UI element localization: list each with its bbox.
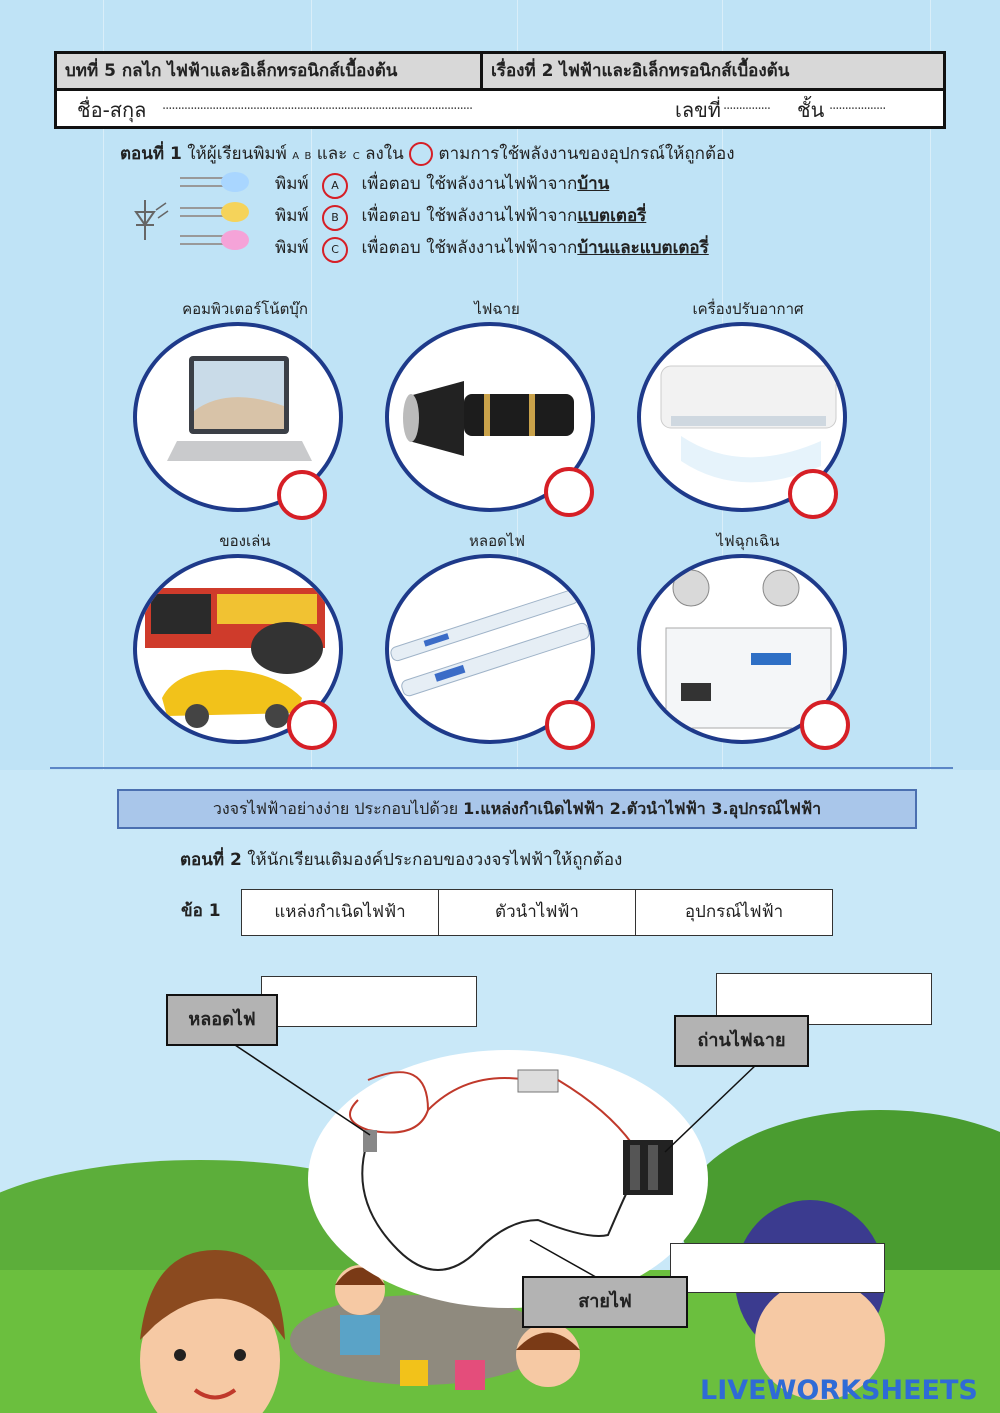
topic-title: เรื่องที่ 2 ไฟฟ้าและอิเล็กทรอนิกส์เบื้องต้น	[491, 61, 790, 81]
instruction-and: และ	[316, 144, 348, 164]
choice-source[interactable]: แหล่งกำเนิดไฟฟ้า	[242, 890, 439, 935]
answer-box-bulb[interactable]	[261, 976, 477, 1027]
name-dots: ...................................................................................................	[162, 98, 473, 113]
part1-title: ตอนที่ 1	[120, 144, 182, 164]
legend-type: พิมพ์	[275, 238, 309, 258]
option-a-text: A	[292, 151, 300, 162]
item-label-light-tube: หลอดไฟ	[469, 532, 525, 550]
legend-text: เพื่อตอบ ใช้พลังงานไฟฟ้าจาก	[361, 238, 578, 258]
legend-letter-c: C	[322, 237, 348, 263]
legend-text: เพื่อตอบ ใช้พลังงานไฟฟ้าจาก	[361, 174, 578, 194]
item-label-toy: ของเล่น	[219, 532, 271, 550]
option-c-text: C	[352, 151, 360, 162]
part2-instruction-text: ให้นักเรียนเติมองค์ประกอบของวงจรไฟฟ้าให้ถูกต้อง	[247, 850, 623, 870]
number-dots: ...............	[723, 98, 770, 113]
item-label-flashlight: ไฟฉาย	[474, 300, 520, 318]
number-label: เลขที่	[675, 98, 721, 122]
summary-components: 1.แหล่งกำเนิดไฟฟ้า 2.ตัวนำไฟฟ้า 3.อุปกรณ์ไฟฟ้า	[463, 799, 822, 818]
legend-letter-b: B	[322, 205, 348, 231]
part2-title: ตอนที่ 2	[180, 850, 242, 870]
legend-letter-a: A	[322, 173, 348, 199]
instruction-in: ลงใน	[365, 144, 404, 164]
legend-source: บ้านและแบตเตอรี่	[577, 238, 709, 258]
item-label-laptop: คอมพิวเตอร์โน้ตบุ๊ก	[182, 300, 308, 318]
legend-source: แบตเตอรี่	[577, 206, 647, 226]
instruction-text-end: ตามการใช้พลังงานของอุปกรณ์ให้ถูกต้อง	[438, 144, 735, 164]
liveworksheets-logo: LIVEWORKSHEETS	[700, 1375, 978, 1406]
instruction-text: ให้ผู้เรียนพิมพ์	[187, 144, 287, 164]
item-label-air-conditioner: เครื่องปรับอากาศ	[692, 300, 804, 318]
legend-text: เพื่อตอบ ใช้พลังงานไฟฟ้าจาก	[361, 206, 578, 226]
name-label: ชื่อ-สกุล	[77, 98, 147, 122]
question-number: ข้อ 1	[181, 901, 221, 921]
legend-type: พิมพ์	[275, 206, 309, 226]
item-label-emergency-light: ไฟฉุกเฉิน	[716, 532, 780, 550]
label-battery: ถ่านไฟฉาย	[674, 1015, 809, 1067]
choice-conductor[interactable]: ตัวนำไฟฟ้า	[439, 890, 636, 935]
summary-text: วงจรไฟฟ้าอย่างง่าย ประกอบไปด้วย	[212, 799, 464, 818]
unit-title: บทที่ 5 กลไก ไฟฟ้าและอิเล็กทรอนิกส์เบื้องต้น	[57, 54, 483, 88]
option-b-text: B	[304, 151, 312, 162]
class-dots: ..................	[829, 98, 886, 113]
label-wire: สายไฟ	[522, 1276, 688, 1328]
choice-device[interactable]: อุปกรณ์ไฟฟ้า	[684, 902, 784, 922]
legend-source: บ้าน	[577, 174, 610, 194]
label-bulb: หลอดไฟ	[166, 994, 278, 1046]
class-label: ชั้น	[797, 98, 825, 122]
answer-box-wire[interactable]	[670, 1243, 885, 1293]
legend-type: พิมพ์	[275, 174, 309, 194]
